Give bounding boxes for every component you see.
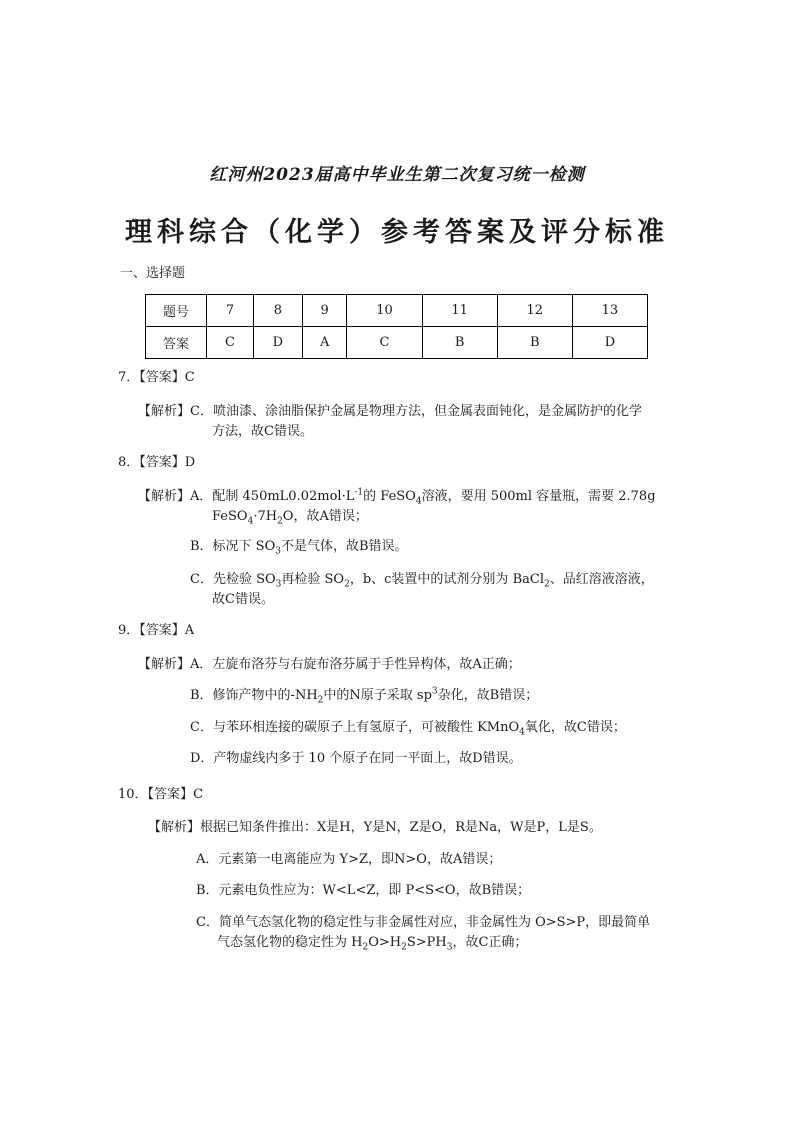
text: B．标况下 SO [190, 539, 276, 554]
table-row [146, 327, 648, 359]
subscript: 3 [446, 942, 453, 953]
text: ，b、c装置中的试剂分别为 BaCl [349, 572, 544, 587]
table-row [146, 295, 648, 327]
table-cell: D [253, 327, 302, 359]
question-number: 7． [118, 370, 140, 385]
text: 氧化，故C错误； [524, 720, 626, 735]
table-cell: 9 [302, 295, 347, 327]
table-cell: B [422, 327, 497, 359]
answer-tag: 【答案】 [139, 455, 185, 470]
q9-option-c [190, 718, 626, 738]
text: 不是气体，故B错误。 [280, 539, 408, 554]
q10-option-b: B．元素电负性应为：W<L<Z，即 P<S<O，故B错误； [196, 883, 531, 898]
table-cell: C [207, 327, 254, 359]
analysis-tag: 【解析】 [138, 657, 191, 672]
table-cell: C [347, 327, 422, 359]
q10-answer-line [118, 785, 203, 805]
question-number: 8． [118, 455, 140, 470]
subscript: 2 [317, 695, 324, 706]
q8-option-c-continuation: 故C错误。 [212, 592, 274, 607]
q9-option-b [190, 686, 538, 706]
answer-tag: 【答案】 [139, 370, 185, 385]
answer-value: A [184, 623, 195, 638]
text: C．与苯环相连接的碳原子上有氢原子，可被酸性 KMnO [190, 720, 520, 735]
q8-option-c [190, 570, 654, 590]
q8-option-b [190, 537, 408, 557]
q10-option-a: A．元素第一电离能应为 Y>Z，即N>O，故A错误； [196, 852, 502, 867]
subscript: 2 [401, 942, 407, 953]
subscript: 2 [344, 579, 350, 590]
q7-analysis-line [138, 402, 642, 422]
table-cell: 12 [497, 295, 572, 327]
subscript: 4 [247, 516, 254, 527]
analysis-tag: 【解析】 [138, 404, 191, 419]
answer-tag: 【答案】 [139, 623, 185, 638]
text: 根据已知条件推出：X是H，Y是N，Z是O，R是Na，W是P，L是S。 [200, 820, 602, 835]
subscript: 3 [275, 546, 281, 557]
text: O>H [368, 935, 402, 950]
section-heading: 一、选择题 [120, 266, 186, 281]
subscript: 3 [275, 579, 282, 590]
text: A．左旋布洛芬与右旋布洛芬属于手性异构体，故A正确； [190, 657, 521, 672]
subscript: 2 [362, 942, 369, 953]
subscript: 2 [277, 516, 283, 527]
answer-table [145, 294, 648, 359]
text: ·7H [253, 509, 278, 524]
document-title: 理科综合（化学）参考答案及评分标准 [125, 217, 669, 248]
answer-value: D [184, 455, 196, 470]
answer-value: C [184, 370, 195, 385]
q9-option-a [138, 655, 521, 675]
text: O，故A错误； [282, 509, 368, 524]
table-cell: 8 [253, 295, 302, 327]
subscript: 2 [543, 579, 550, 590]
q10-option-c: C．简单气态氢化物的稳定性与非金属性对应，非金属性为 O>S>P，即最简单 [196, 915, 651, 930]
q9-option-d: D．产物虚线内多于 10 个原子在同一平面上，故D错误。 [190, 751, 522, 766]
table-cell: B [497, 327, 572, 359]
subscript: 4 [519, 727, 525, 738]
table-cell: 10 [347, 295, 422, 327]
text: S>PH [406, 935, 447, 950]
table-cell: D [572, 327, 647, 359]
analysis-tag: 【解析】 [138, 489, 191, 504]
q10-option-c-continuation [217, 933, 527, 953]
analysis-text: C．喷油漆、涂油脂保护金属是物理方法，但金属表面钝化，是金属防护的化学 [190, 404, 642, 419]
subscript: 4 [415, 496, 422, 507]
table-cell: 11 [422, 295, 497, 327]
text: 、品红溶液溶液， [549, 572, 654, 587]
text: ，故C正确； [452, 935, 528, 950]
q8-answer-line [118, 453, 195, 473]
table-header-cell: 题号 [146, 295, 207, 327]
superscript: -1 [354, 487, 364, 498]
q7-analysis-continuation: 方法，故C错误。 [212, 424, 313, 439]
table-cell: 7 [207, 295, 254, 327]
text: FeSO [212, 509, 248, 524]
q8-option-a-continuation [212, 507, 368, 527]
text: 溶液，要用 500ml 容量瓶，需要 2.78g [421, 489, 656, 504]
text: C．先检验 SO [190, 572, 276, 587]
q8-option-a [138, 487, 656, 507]
question-number: 9． [118, 623, 140, 638]
table-cell: A [302, 327, 347, 359]
question-number: 10． [118, 787, 148, 802]
q7-answer-line [118, 368, 195, 388]
text: 再检验 SO [281, 572, 345, 587]
q10-analysis-intro [148, 818, 602, 838]
exam-subtitle: 红河州2023届高中毕业生第二次复习统一检测 [209, 165, 585, 185]
text: 的 FeSO [363, 489, 416, 504]
text: A．配制 450mL0.02mol·L [190, 489, 355, 504]
text: B．修饰产物中的-NH [190, 688, 318, 703]
text: 杂化，故B错误； [437, 688, 539, 703]
q9-answer-line [118, 621, 194, 641]
table-cell: 13 [572, 295, 647, 327]
analysis-tag: 【解析】 [148, 820, 201, 835]
table-header-cell: 答案 [146, 327, 207, 359]
answer-value: C [193, 787, 204, 802]
text: 气态氢化物的稳定性为 H [217, 935, 363, 950]
answer-tag: 【答案】 [147, 787, 194, 802]
text: 中的N原子采取 sp [323, 688, 432, 703]
superscript: 3 [431, 686, 438, 697]
